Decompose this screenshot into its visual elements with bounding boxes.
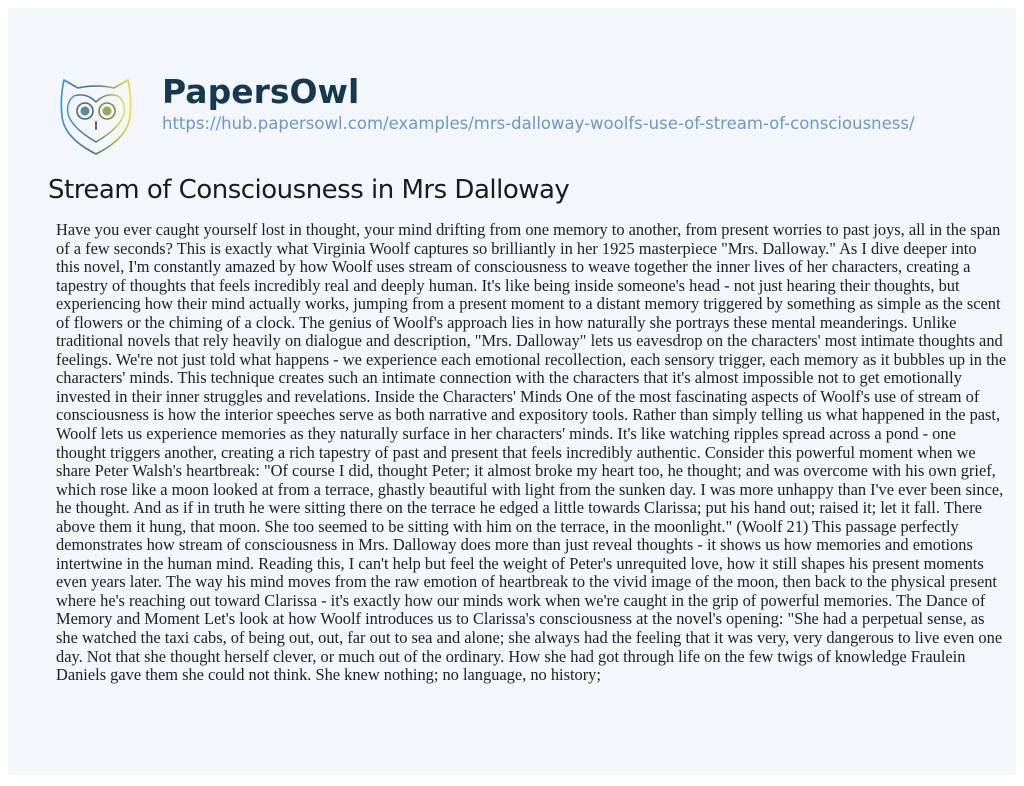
body-line: thought triggers another, creating a rich tapestry of past and present that feels incredibly authentic. Consider this powerful moment when we bbox=[56, 442, 976, 462]
body-line: above them it hung, that moon. She too seemed to be sitting with him on the terrace, in the moonlight." (Woolf 21) This passage perfectly bbox=[56, 516, 959, 536]
body-line: even years later. The way his mind moves from the raw emotion of heartbreak to the vivid image of the moon, then back to the physical present bbox=[56, 572, 997, 592]
body-line: invested in their inner struggles and revelations. Inside the Characters' Minds One of the most fascinating aspects of Woolf's use of stream of bbox=[56, 386, 980, 406]
body-line: experiencing how their mind actually works, jumping from a present moment to a distant memory triggered by something as simple as the scent bbox=[56, 294, 1001, 314]
body-line: characters' minds. This technique creates such an intimate connection with the characters that it's almost impossible not to get emotionally bbox=[56, 368, 962, 388]
owl-logo-icon bbox=[56, 76, 136, 158]
body-line: she watched the taxi cabs, of being out, out, far out to sea and alone; she always had the feeling that it was very, very dangerous to live even one bbox=[56, 628, 1003, 648]
body-line: Have you ever caught yourself lost in thought, your mind drifting from one memory to another, from present worries to past joys, all in the span bbox=[56, 220, 1001, 239]
body-line: this novel, I'm constantly amazed by how Woolf uses stream of consciousness to weave together the inner lives of her characters, creating a bbox=[56, 257, 971, 277]
article-body bbox=[56, 221, 1006, 685]
body-line: he thought. And as if in truth he were sitting there on the terrace he edged a little towards Clarissa; put his hand out; raised it; let it fall. There bbox=[56, 498, 982, 518]
body-line: Daniels gave them she could not think. She knew nothing; no language, no history; bbox=[56, 665, 601, 685]
body-line: feelings. We're not just told what happens - we experience each emotional recollection, each sensory trigger, each memory as it bubbles up in the bbox=[56, 349, 1007, 369]
brand-name: PapersOwl bbox=[162, 72, 360, 111]
body-line: where he's reaching out toward Clarissa - it's exactly how our minds work when we're caught in the grip of powerful memories. The Dance of bbox=[56, 590, 986, 610]
body-line: Memory and Moment Let's look at how Woolf introduces us to Clarissa's consciousness at the novel's opening: "She had a perpetual sense, as bbox=[56, 609, 985, 629]
body-line: tapestry of thoughts that feels incredibly real and deeply human. It's like being inside someone's head - not just hearing their thoughts, but bbox=[56, 275, 960, 295]
body-line: consciousness is how the interior speeches serve as both narrative and expository tools. Rather than simply telling us what happened in the past, bbox=[56, 405, 1001, 425]
body-line: Woolf lets us experience memories as they naturally surface in her characters' minds. It's like watching ripples spread across a pond - one bbox=[56, 424, 956, 444]
body-line: traditional novels that rely heavily on dialogue and description, "Mrs. Dalloway" lets us eavesdrop on the characters' most intimate thoughts and bbox=[56, 331, 1003, 351]
source-url[interactable]: https://hub.papersowl.com/examples/mrs-dalloway-woolfs-use-of-stream-of-consciousness/ bbox=[162, 114, 915, 133]
body-line: of flowers or the chiming of a clock. The genius of Woolf's approach lies in how naturally she portrays these mental meanderings. Unlike bbox=[56, 312, 957, 332]
body-line: day. Not that she thought herself clever, or much out of the ordinary. How she had got through life on the few twigs of knowledge Fraulein bbox=[56, 646, 966, 666]
body-line: of a few seconds? This is exactly what Virginia Woolf captures so brilliantly in her 1925 masterpiece "Mrs. Dalloway." As I dive deeper into bbox=[56, 238, 977, 258]
body-line: which rose like a moon looked at from a terrace, ghastly beautiful with light from the sunken day. I was more unhappy than I've ever been since, bbox=[56, 479, 1004, 499]
page-title: Stream of Consciousness in Mrs Dalloway bbox=[48, 175, 570, 205]
body-line: demonstrates how stream of consciousness in Mrs. Dalloway does more than just reveal thoughts - it shows us how memories and emotions bbox=[56, 535, 973, 555]
document-card bbox=[8, 8, 1016, 775]
body-line: share Peter Walsh's heartbreak: "Of course I did, thought Peter; it almost broke my heart too, he thought; and was overcome with his own grief, bbox=[56, 461, 996, 481]
body-line: intertwine in the human mind. Reading this, I can't help but feel the weight of Peter's unrequited love, how it still shapes his present moments bbox=[56, 553, 984, 573]
